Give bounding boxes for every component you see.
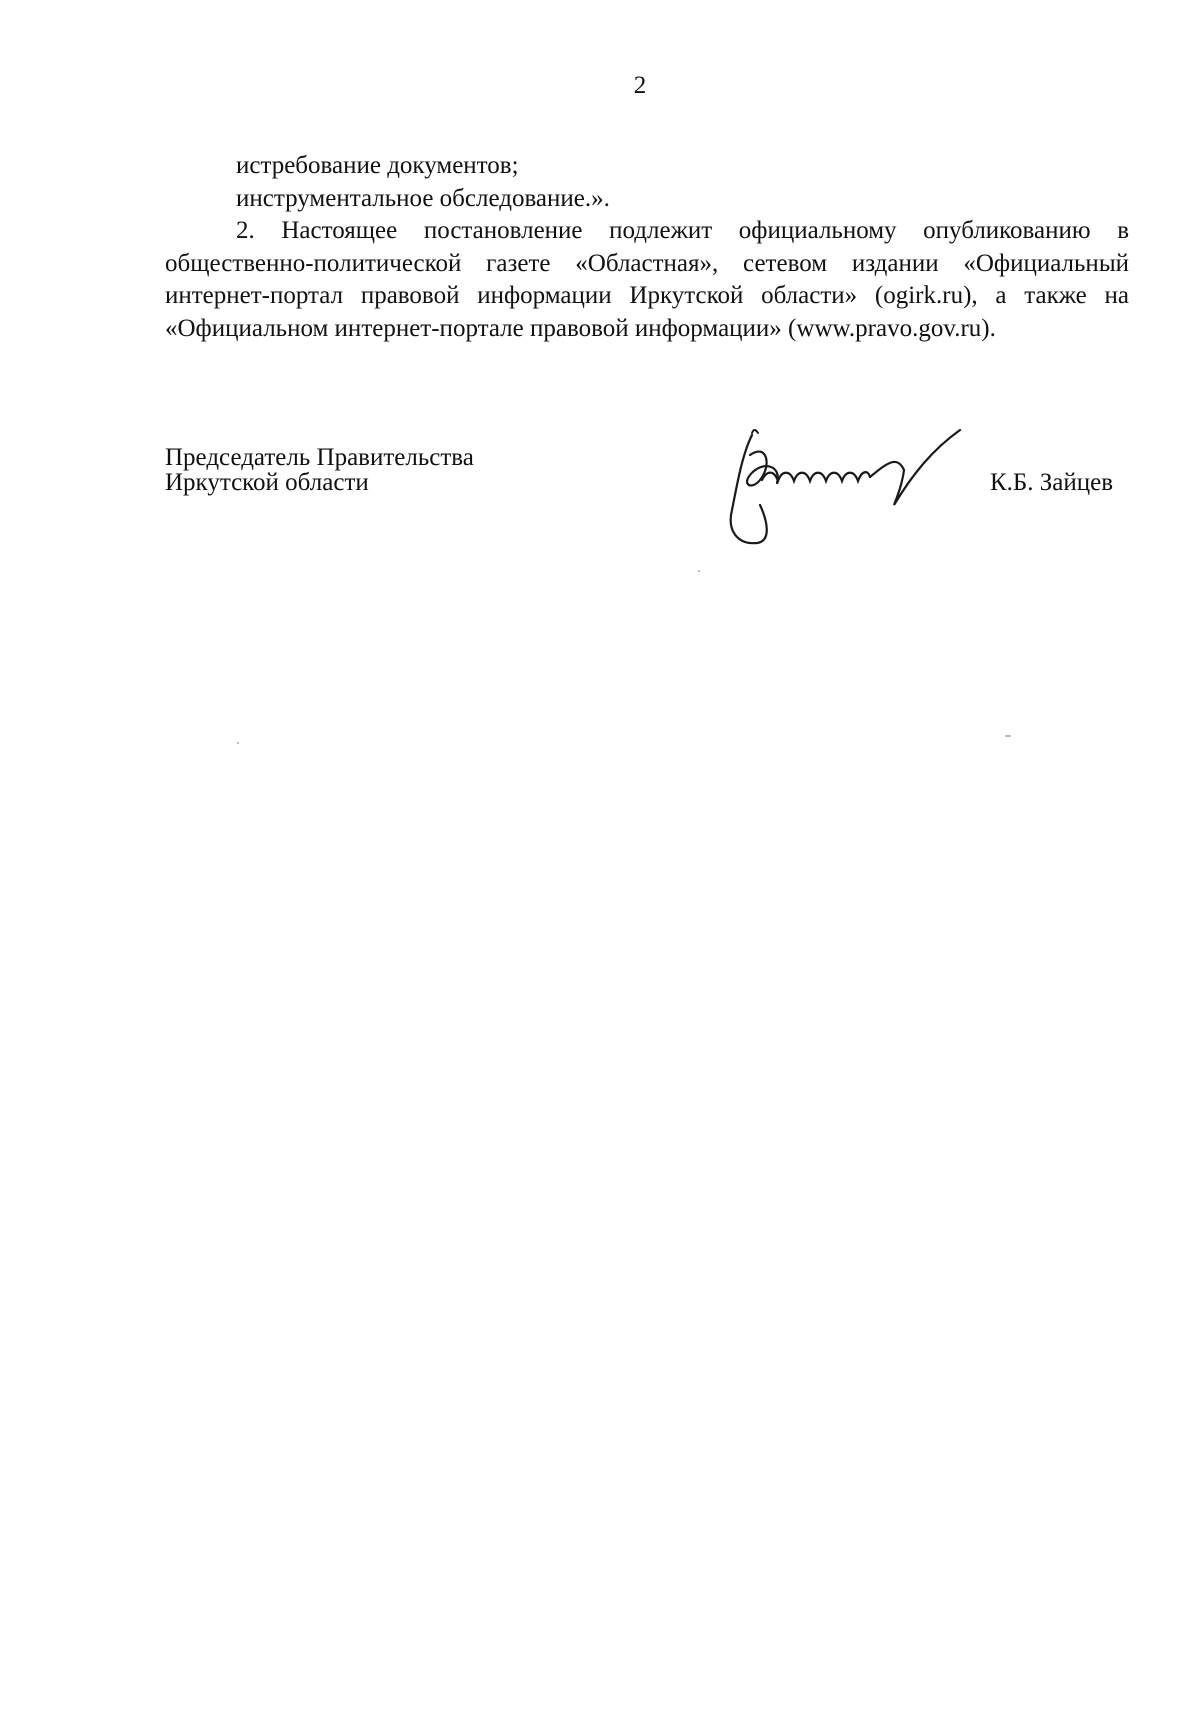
position-line-1: Председатель Правительства xyxy=(165,444,474,471)
document-body xyxy=(165,150,1129,345)
handwritten-signature xyxy=(712,425,972,560)
scan-speck xyxy=(698,570,700,572)
page-number: 2 xyxy=(633,72,647,99)
scan-speck xyxy=(1005,735,1011,737)
scan-speck xyxy=(237,742,239,744)
publication-paragraph: 2. Настоящее постановление подлежит официальному опубликованию в общественно-политической газете «Областная», сетевом издании «Официальный интернет-портал правовой информации Иркутской области» (ogirk.ru), а также на «Официальном интернет-портале правовой информации» (www.pravo.gov.ru). xyxy=(165,217,1129,342)
signatory-position xyxy=(165,445,474,495)
position-line-2: Иркутской области xyxy=(165,469,369,496)
list-line: истребование документов; xyxy=(236,152,519,179)
signer-name: К.Б. Зайцев xyxy=(990,469,1114,496)
list-line: инструментальное обследование.». xyxy=(236,184,610,212)
